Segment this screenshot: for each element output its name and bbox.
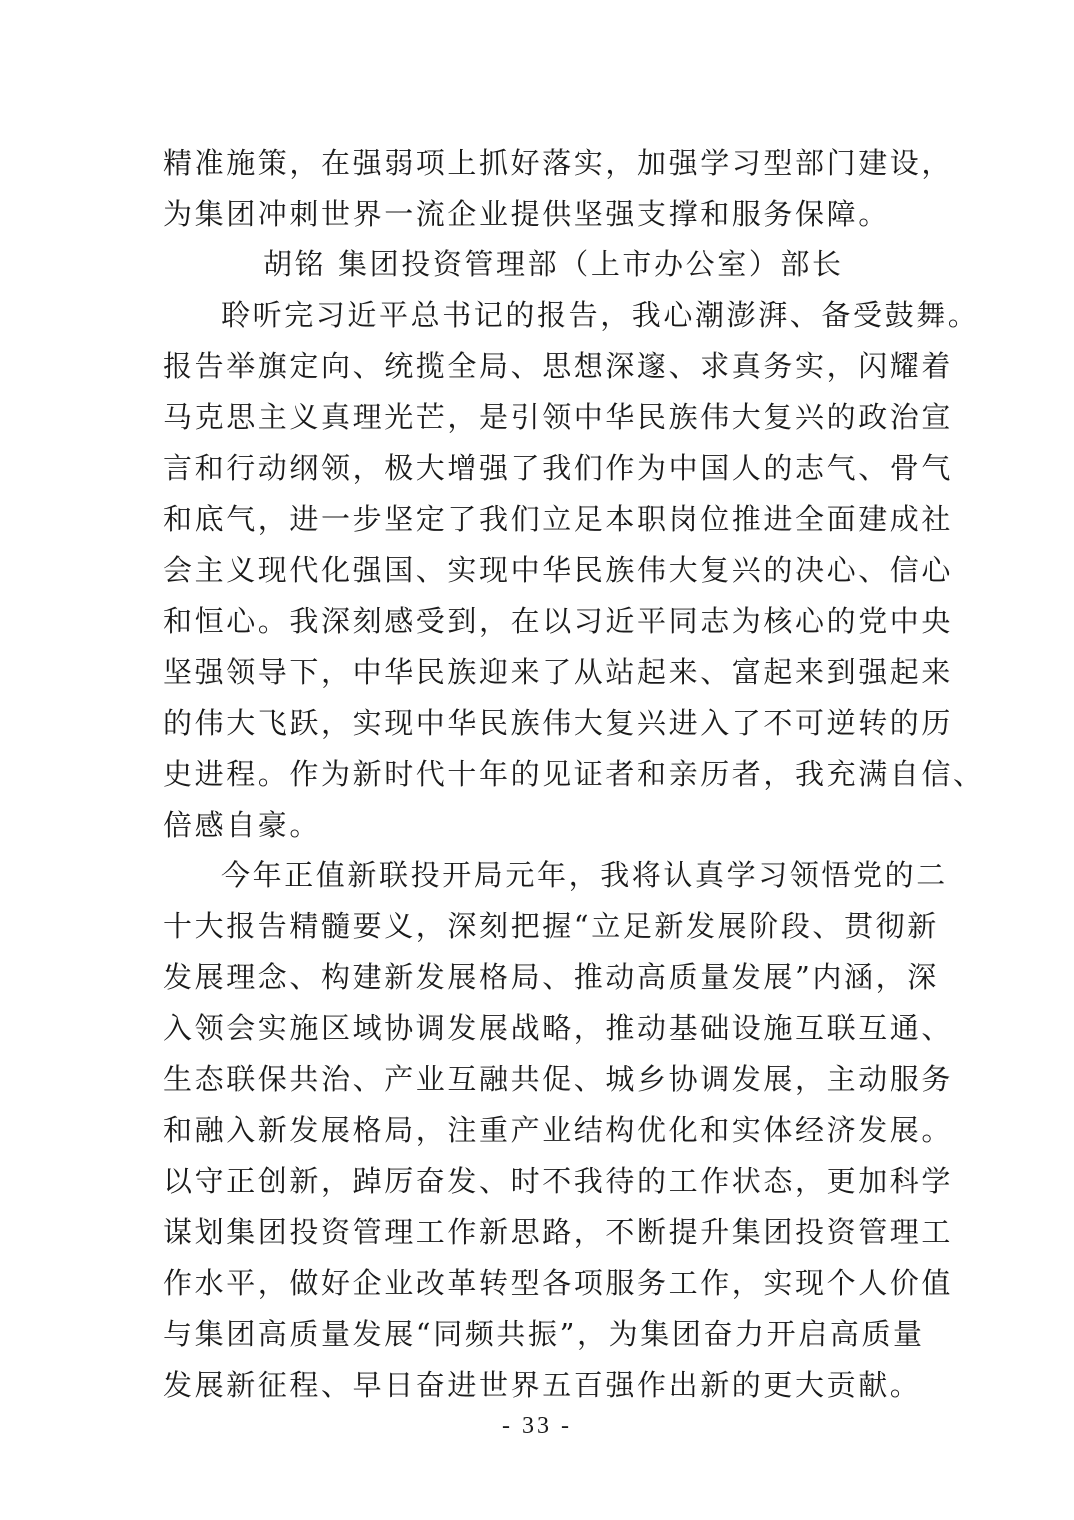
paragraph-1-line: 报告举旗定向、统揽全局、思想深邃、求真务实，闪耀着	[163, 349, 954, 383]
paragraph-2-line: 谋划集团投资管理工作新思路，不断提升集团投资管理工	[163, 1215, 954, 1249]
paragraph-1-line: 和恒心。我深刻感受到，在以习近平同志为核心的党中央	[163, 604, 954, 638]
paragraph-2-line: 作水平，做好企业改革转型各项服务工作，实现个人价值	[163, 1266, 954, 1300]
paragraph-2-line: 和融入新发展格局，注重产业结构优化和实体经济发展。	[163, 1113, 954, 1147]
paragraph-2-line: 与集团高质量发展“同频共振”，为集团奋力开启高质量	[163, 1317, 925, 1351]
paragraph-2-line: 今年正值新联投开局元年，我将认真学习领悟党的二	[221, 858, 948, 892]
paragraph-1-line: 倍感自豪。	[163, 808, 322, 842]
paragraph-1-line: 马克思主义真理光芒，是引领中华民族伟大复兴的政治宣	[163, 400, 954, 434]
paragraph-1-line: 坚强领导下，中华民族迎来了从站起来、富起来到强起来	[163, 655, 954, 689]
paragraph-2-line: 以守正创新，踔厉奋发、时不我待的工作状态，更加科学	[163, 1164, 954, 1198]
paragraph-2-line: 生态联保共治、产业互融共促、城乡协调发展，主动服务	[163, 1062, 954, 1096]
paragraph-2-line: 入领会实施区域协调发展战略，推动基础设施互联互通、	[163, 1011, 954, 1045]
paragraph-1-line: 聆听完习近平总书记的报告，我心潮澎湃、备受鼓舞。	[221, 298, 980, 332]
paragraph-1-line: 会主义现代化强国、实现中华民族伟大复兴的决心、信心	[163, 553, 954, 587]
paragraph-1-line: 和底气，进一步坚定了我们立足本职岗位推进全面建成社	[163, 502, 954, 536]
section-heading: 胡铭 集团投资管理部（上市办公室）部长	[263, 247, 844, 281]
text-line: 为集团冲刺世界一流企业提供坚强支撑和服务保障。	[163, 197, 890, 231]
paragraph-1-line: 史进程。作为新时代十年的见证者和亲历者，我充满自信、	[163, 757, 985, 791]
page-number: - 33 -	[502, 1413, 572, 1439]
paragraph-2-line: 十大报告精髓要义，深刻把握“立足新发展阶段、贯彻新	[163, 909, 939, 943]
text-line: 精准施策，在强弱项上抓好落实，加强学习型部门建设，	[163, 146, 954, 180]
paragraph-2-line: 发展理念、构建新发展格局、推动高质量发展”内涵，深	[163, 960, 939, 994]
paragraph-1-line: 言和行动纲领，极大增强了我们作为中国人的志气、骨气	[163, 451, 954, 485]
paragraph-2-line: 发展新征程、早日奋进世界五百强作出新的更大贡献。	[163, 1368, 922, 1402]
paragraph-1-line: 的伟大飞跃，实现中华民族伟大复兴进入了不可逆转的历	[163, 706, 954, 740]
